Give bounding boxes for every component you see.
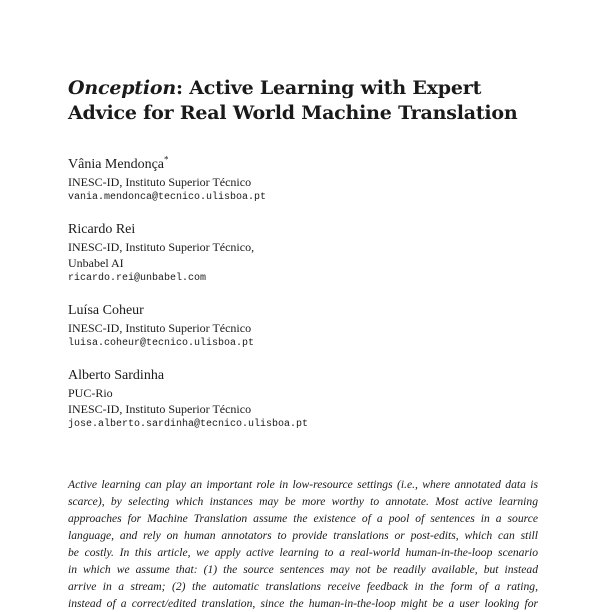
author-email: vania.mendonca@tecnico.ulisboa.pt xyxy=(68,192,267,203)
author-block xyxy=(68,221,548,287)
author-block xyxy=(68,302,548,352)
author-name-container xyxy=(68,156,548,174)
author-affiliation: INESC-ID, Instituto Superior Técnico xyxy=(68,402,252,416)
corresponding-author-marker: * xyxy=(164,154,169,165)
author-affiliation: INESC-ID, Instituto Superior Técnico, xyxy=(68,240,255,254)
abstract-line: be costly. In this article, we apply active learning to a real-world human-in-the-loop scenario xyxy=(68,546,538,559)
abstract-line: arrive in a stream; (2) the automatic translations receive feedback in the form of a rating, xyxy=(68,580,538,593)
abstract-line: instead of a correct/edited translation, since the human-in-the-loop might be a user looking for xyxy=(68,597,538,610)
author-affiliation: PUC-Rio xyxy=(68,386,113,400)
title-line1-rest: : Active Learning with Expert xyxy=(176,77,482,99)
abstract-line: language, and rely on human annotators to provide translations or post-edits, which can still xyxy=(68,529,538,542)
author-name: Vânia Mendonça xyxy=(68,157,165,172)
author-affiliation: Unbabel AI xyxy=(68,256,124,270)
author-email: luisa.coheur@tecnico.ulisboa.pt xyxy=(68,338,255,349)
abstract-line: Active learning can play an important role in low-resource settings (i.e., where annotated data is xyxy=(68,478,538,491)
abstract-line: in which we assume that: (1) the source sentences may not be readily available, but instead xyxy=(68,563,538,576)
author-name: Alberto Sardinha xyxy=(68,368,165,383)
author-block xyxy=(68,156,548,206)
author-email: ricardo.rei@unbabel.com xyxy=(68,273,207,284)
author-block xyxy=(68,367,548,433)
author-name: Ricardo Rei xyxy=(68,222,136,237)
author-name: Luísa Coheur xyxy=(68,303,144,318)
author-affiliation: INESC-ID, Instituto Superior Técnico xyxy=(68,175,252,189)
title-italic: Onception xyxy=(68,77,176,99)
paper-title xyxy=(68,76,538,126)
abstract xyxy=(68,476,538,612)
author-email: jose.alberto.sardinha@tecnico.ulisboa.pt xyxy=(68,419,309,430)
abstract-line: approaches for Machine Translation assume the existence of a pool of sentences in a source xyxy=(68,512,538,525)
abstract-line: scarce), by selecting which instances may be more worthy to annotate. Most active learning xyxy=(68,495,538,508)
author-affiliation: INESC-ID, Instituto Superior Técnico xyxy=(68,321,252,335)
title-line2: Advice for Real World Machine Translation xyxy=(68,102,518,124)
